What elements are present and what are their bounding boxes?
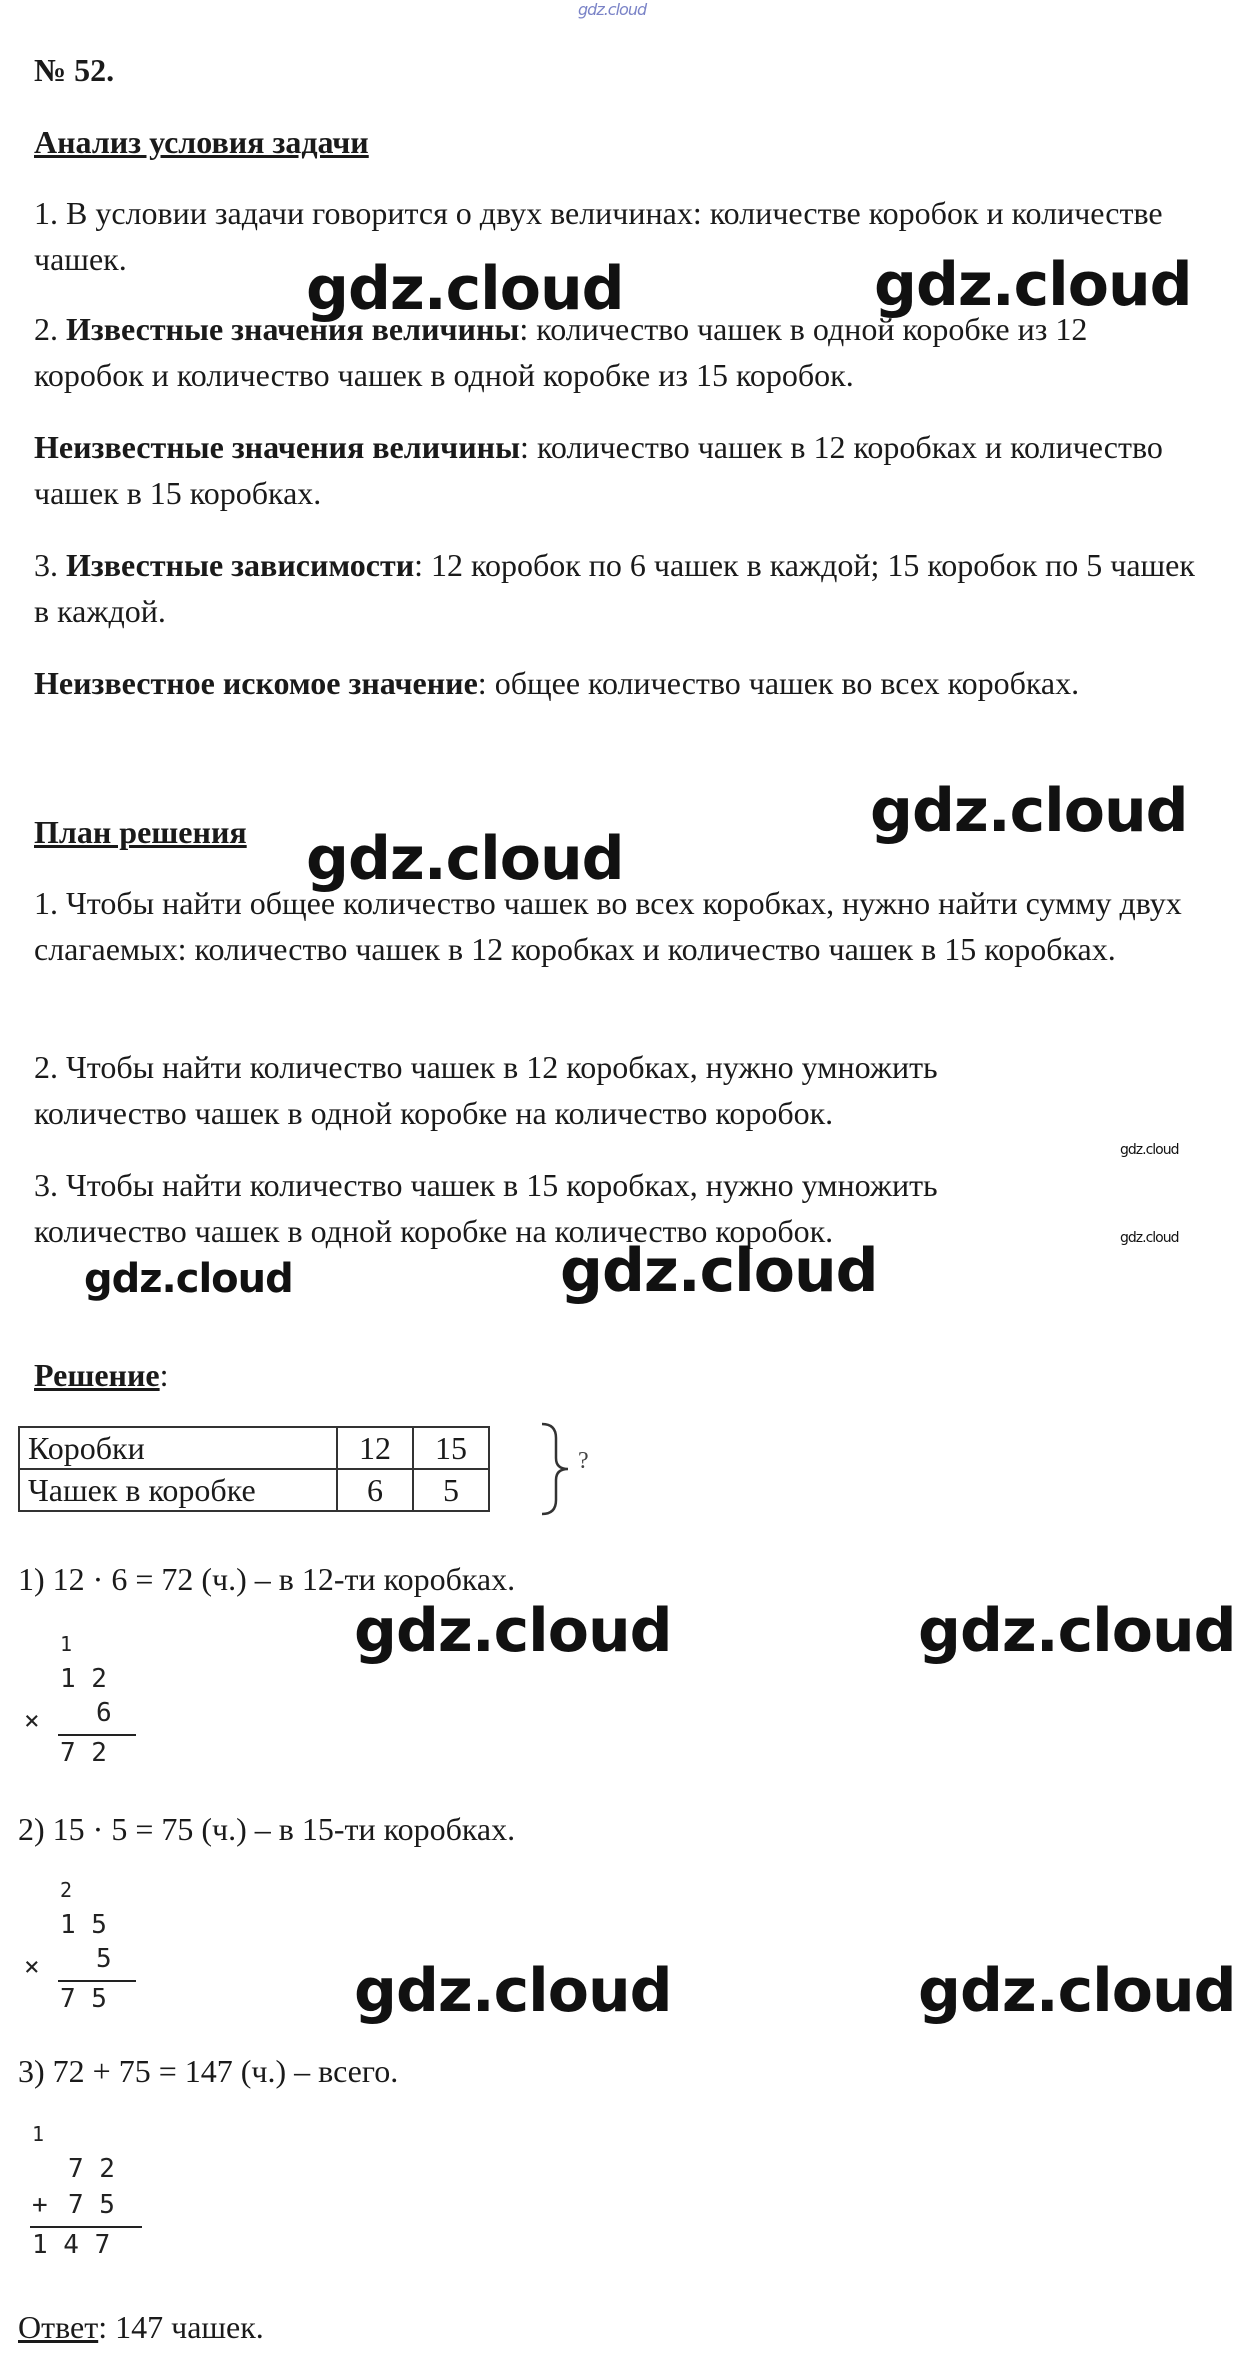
analysis-paragraph-4 (34, 542, 1204, 634)
plan-heading: План решения (34, 814, 247, 850)
calc-result: 1 4 7 (32, 2230, 111, 2260)
watermark: gdz.cloud (84, 1256, 293, 1302)
calc-bottom-number: 6 (96, 1698, 112, 1728)
calc-result: 7 5 (60, 1984, 107, 2014)
watermark: gdz.cloud (918, 1956, 1236, 2026)
analysis-p4-text: : 12 коробок по 6 чашек в каждой; 15 коробок по 5 чашек в каждой. (34, 547, 1195, 629)
analysis-p2-bold: Известные значения величины (66, 311, 520, 347)
solution-step-3: 3) 72 + 75 = 147 (ч.) – всего. (18, 2053, 399, 2089)
watermark: gdz.cloud (918, 1596, 1236, 1666)
carry-digit: 1 (60, 1632, 73, 1656)
calc-result: 7 2 (60, 1738, 107, 1768)
watermark: gdz.cloud (354, 1956, 672, 2026)
answer-label: Ответ (18, 2309, 99, 2345)
analysis-p4-prefix: 3. (34, 547, 66, 583)
watermark: gdz.cloud (870, 776, 1188, 846)
table-cell-label: Коробки (19, 1427, 337, 1469)
column-multiplication-2 (18, 1874, 158, 2024)
calc-line (58, 1980, 136, 1982)
multiply-sign: × (24, 1952, 40, 1982)
calc-line (30, 2226, 142, 2228)
column-multiplication-1 (18, 1628, 158, 1778)
solution-heading: Решение (34, 1357, 160, 1393)
solution-heading-colon: : (159, 1357, 169, 1393)
watermark: gdz.cloud (354, 1596, 672, 1666)
analysis-paragraph-1: 1. В условии задачи говорится о двух величинах: количестве коробок и количестве чашек. (34, 195, 1163, 277)
table-question-mark: ? (578, 1448, 589, 1474)
table-cell: 5 (413, 1469, 489, 1511)
analysis-paragraph-3 (34, 424, 1204, 516)
calc-top-number: 7 2 (68, 2154, 115, 2184)
carry-digit: 1 (32, 2122, 45, 2146)
table-cell: 15 (413, 1427, 489, 1469)
analysis-p3-text: : количество чашек в 12 коробках и количество чашек в 15 коробках. (34, 429, 1163, 511)
table-cell-label: Чашек в коробке (19, 1469, 337, 1511)
analysis-p2-text: : количество чашек в одной коробке из 12 коробок и количество чашек в одной коробке из 15 коробок. (34, 311, 1088, 393)
plan-paragraph-1: 1. Чтобы найти общее количество чашек во всех коробках, нужно найти сумму двух слагаемых: количество чашек в 12 коробках и количество чашек в 15 коробках. (34, 885, 1182, 967)
answer-text: : 147 чашек. (98, 2309, 264, 2345)
table-cell: 12 (337, 1427, 413, 1469)
carry-digit: 2 (60, 1878, 73, 1902)
analysis-p3-bold: Неизвестные значения величины (34, 429, 521, 465)
analysis-p5-text: : общее количество чашек во всех коробках. (477, 665, 1080, 701)
watermark: gdz.cloud (560, 1236, 878, 1306)
table-row (19, 1427, 489, 1469)
analysis-p5-bold: Неизвестное искомое значение (34, 665, 478, 701)
watermark: gdz.cloud (874, 250, 1192, 320)
table-row (19, 1469, 489, 1511)
plus-sign: + (32, 2190, 48, 2220)
multiply-sign: × (24, 1706, 40, 1736)
calc-top-number: 1 2 (60, 1664, 107, 1694)
calc-top-number: 1 5 (60, 1910, 107, 1940)
answer-line (18, 2304, 264, 2350)
calc-line (58, 1734, 136, 1736)
solution-heading-line (34, 1352, 169, 1398)
watermark: gdz.cloud (306, 254, 624, 324)
analysis-heading: Анализ условия задачи (34, 124, 369, 160)
watermark: gdz.cloud (306, 824, 624, 894)
plan-paragraph-2: 2. Чтобы найти количество чашек в 12 коробках, нужно умножить количество чашек в одной коробке на количество коробок. (34, 1049, 938, 1131)
column-addition (18, 2118, 178, 2278)
solution-step-1: 1) 12 · 6 = 72 (ч.) – в 12-ти коробках. (18, 1561, 516, 1597)
watermark-top: gdz.cloud (578, 0, 647, 19)
analysis-p2-prefix: 2. (34, 311, 66, 347)
table-cell: 6 (337, 1469, 413, 1511)
solution-step-2: 2) 15 · 5 = 75 (ч.) – в 15-ти коробках. (18, 1811, 516, 1847)
calc-bottom-number: 7 5 (68, 2190, 115, 2220)
watermark: gdz.cloud (1120, 1230, 1179, 1246)
calc-bottom-number: 5 (96, 1944, 112, 1974)
plan-paragraph-3: 3. Чтобы найти количество чашек в 15 коробках, нужно умножить количество чашек в одной коробке на количество коробок. (34, 1167, 938, 1249)
analysis-p4-bold: Известные зависимости (66, 547, 415, 583)
watermark: gdz.cloud (1120, 1142, 1179, 1158)
page-title: № 52. (34, 52, 115, 88)
analysis-paragraph-5 (34, 660, 1224, 706)
curly-brace-icon (538, 1420, 578, 1518)
condition-table (18, 1426, 490, 1512)
